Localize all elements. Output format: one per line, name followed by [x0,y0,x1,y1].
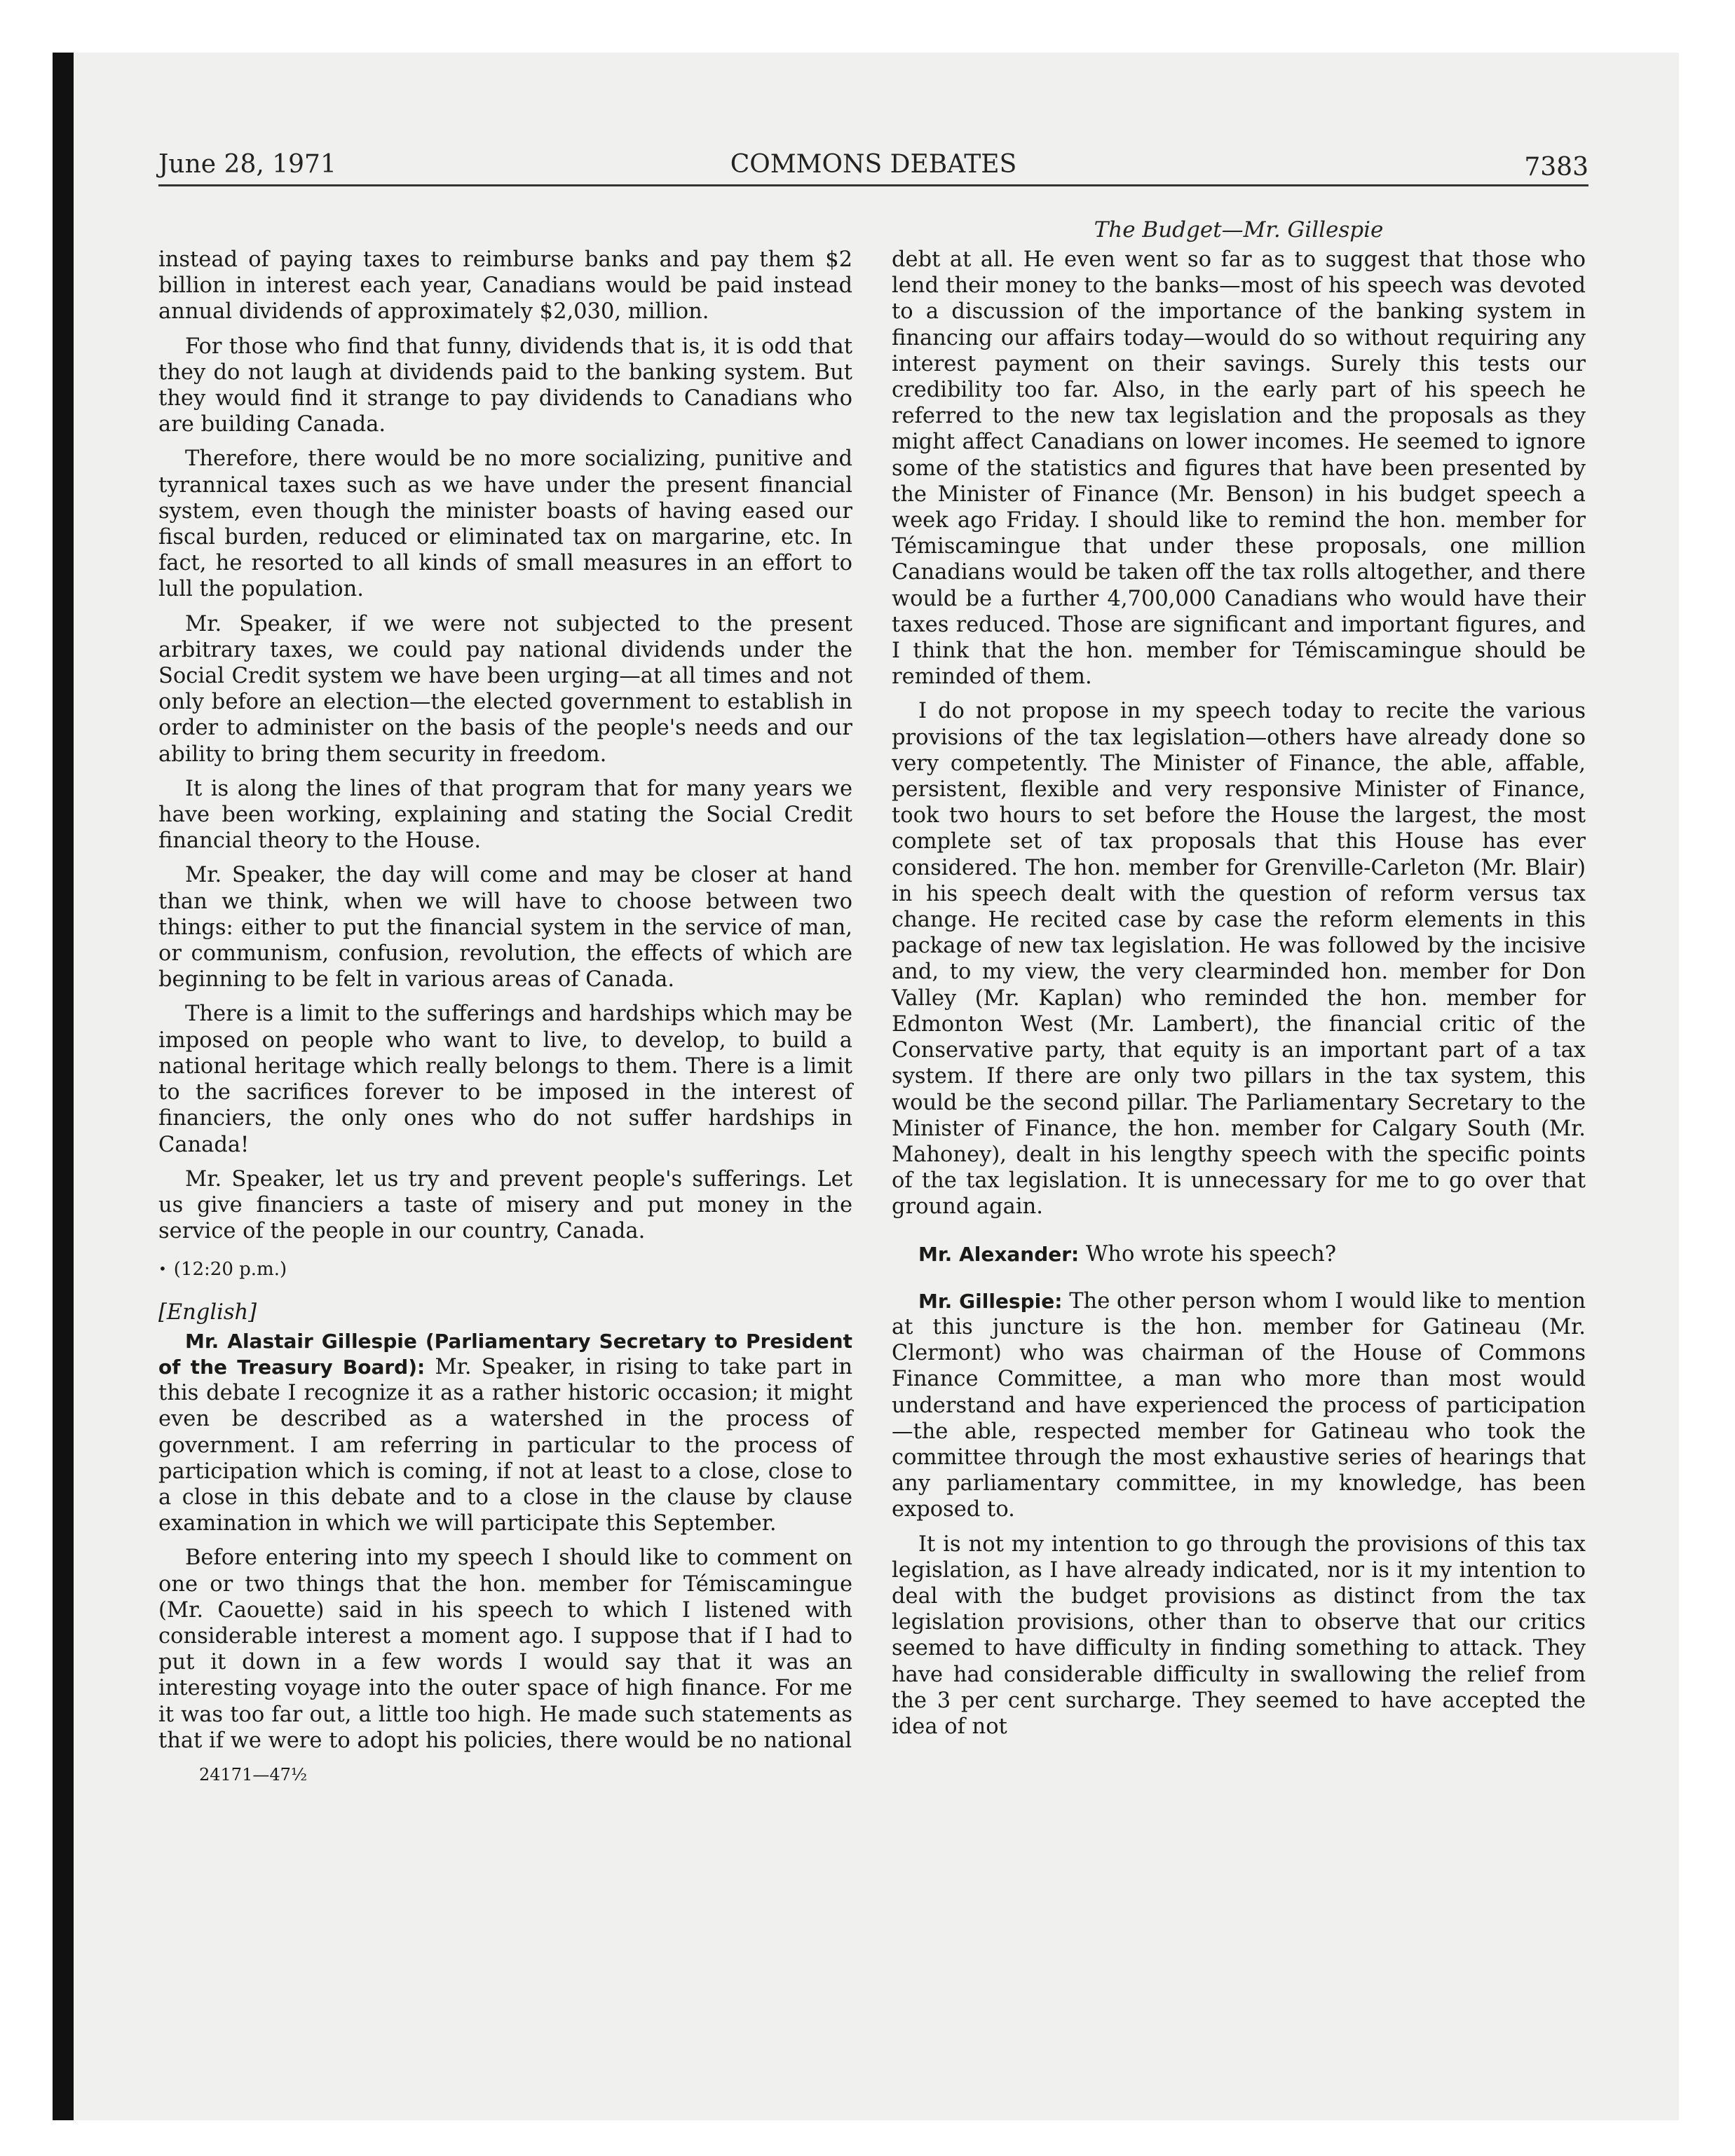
speaker-name: Mr. Alastair Gillespie (Parliamentary Secretary to President of the Treasury Board): [158,1329,852,1379]
paragraph: Therefore, there would be no more socializing, punitive and tyrannical taxes such as we have under the present financial system, even though the minister boasts of having eased our fiscal burden, reduced or eliminated tax on margarine, etc. In fact, he resorted to all kinds of small measures in an effort to lull the population. [158,446,852,602]
paragraph: Mr. Speaker, if we were not subjected to the present arbitrary taxes, we could pay national dividends under the Social Credit system we have been urging—at all times and not only before an election—the elected government to establish in order to administer on the basis of the people's needs and our ability to bring them security in freedom. [158,611,852,767]
speech-text: Mr. Speaker, in rising to take part in this debate I recognize it as a rather historic occasion; it might even be described as a watershed in the process of government. I am referring in particular to the process of participation which is coming, if not at least to a close, close to a close in this debate and to a close in the clause by clause examination in which we will participate this September. [158,1354,853,1536]
header-date: June 28, 1971 [158,150,336,179]
section-label: [English] [158,1299,257,1325]
scan-edge [53,53,74,2120]
paragraph: There is a limit to the sufferings and hardships which may be imposed on people who want to live, to develop, to build a national heritage which really belongs to them. There is a limit to the sacrifices forever to be imposed in the interest of financiers, the only ones who do not suffer hardships in Canada! [158,1002,852,1157]
paragraph: Mr. Speaker, the day will come and may be closer at hand than we think, when we will have to choose between two things: either to put the financial system in the service of man, or communism, confusion, revolution, the effects of which are beginning to be felt in various areas of Canada. [158,863,852,992]
speech-paragraph [892,1241,1586,1267]
speaker-name: Mr. Gillespie: [918,1289,1063,1313]
header-page-number: 7383 [1524,153,1588,182]
page-header [158,150,1588,185]
timestamp-text: (12:20 p.m.) [173,1259,287,1281]
paragraph: For those who find that funny, dividends that is, it is odd that they do not laugh at dividends paid to the banking system. But they would find it strange to pay dividends to Canadians who are building Canada. [158,334,852,437]
speech-paragraph [892,1288,1586,1523]
bullet-icon: • [158,1260,167,1278]
footnote: 24171—47½ [199,1764,308,1785]
speech-text: The other person whom I would like to mention at this juncture is the hon. member for Gatineau (Mr. Clermont) who was chairman of the House of Commons Finance Committee, a man who more than most would understand and have experienced the process of participation—the able, respected member for Gatineau who took the committee through the most exhaustive series of hearings that any parliamentary committee, in my knowledge, has been exposed to. [892,1288,1586,1522]
paragraph: It is along the lines of that program that for many years we have been working, explaining and stating the Social Credit financial theory to the House. [158,776,852,854]
paragraph: Before entering into my speech I should like to comment on one or two things that the hon. member for Témiscamingue (Mr. Caouette) said in his speech to which I listened with considerable interest a moment ago. I suppose that if I had to put it down in a few words I would say that it was an interesting voyage into the outer space of high finance. For me it was too far out, a little too high. He made such statements as that if we were to adopt his policies, there would be no national [158,1546,852,1753]
paragraph: I do not propose in my speech today to recite the various provisions of the tax legislation—others have already done so very competently. The Minister of Finance, the able, affable, persistent, flexible and very responsive Minister of Finance, took two hours to set before the House the largest, the most complete set of tax proposals that this House has ever considered. The hon. member for Grenville-Carleton (Mr. Blair) in his speech dealt with the question of reform versus tax change. He recited case by case the reform elements in this package of new tax legislation. He was followed by the incisive and, to my view, the very clearminded hon. member for Don Valley (Mr. Kaplan) who reminded the hon. member for Edmonton West (Mr. Lambert), the financial critic of the Conservative party, that equity is an important part of a tax system. If there are only two pillars in the tax system, this would be the second pillar. The Parliamentary Secretary to the Minister of Finance, the hon. member for Calgary South (Mr. Mahoney), dealt in his lengthy speech with the specific points of the tax legislation. It is unnecessary for me to go over that ground again. [892,699,1586,1220]
paragraph: instead of paying taxes to reimburse banks and pay them $2 billion in interest each year, Canadians would be paid instead annual dividends of approximately $2,030, million. [158,247,852,325]
paragraph: debt at all. He even went so far as to suggest that those who lend their money to the banks—most of his speech was devoted to a discussion of the importance of the banking system in financing our affairs today—would do so without requiring any interest payment on their savings. Surely this tests our credibility too far. Also, in the early part of his speech he referred to the new tax legislation and the proposals as they might affect Canadians on lower incomes. He seemed to ignore some of the statistics and figures that have been presented by the Minister of Finance (Mr. Benson) in his budget speech a week ago Friday. I should like to remind the hon. member for Témiscamingue that under these proposals, one million Canadians would be taken off the tax rolls altogether, and there would be a further 4,700,000 Canadians who would have their taxes reduced. Those are significant and important figures, and I think that the hon. member for Témiscamingue should be reminded of them. [892,247,1586,690]
header-rule [158,184,1588,186]
paragraph: It is not my intention to go through the provisions of this tax legislation, as I have already indicated, nor is it my intention to deal with the budget provisions as distinct from the tax legislation provisions, other than to observe that our critics seemed to have difficulty in finding something to attack. They have had considerable difficulty in swallowing the relief from the 3 per cent surcharge. They seemed to have accepted the idea of not [892,1531,1586,1739]
header-publication: COMMONS DEBATES [730,150,1017,179]
timestamp [158,1257,852,1283]
speaker-name: Mr. Alexander: [918,1242,1080,1266]
running-head: The Budget—Mr. Gillespie [1094,217,1384,243]
left-column [158,247,852,1788]
speech-text: Who wrote his speech? [1085,1241,1337,1267]
speech-paragraph [158,1328,852,1537]
right-column [892,247,1586,1748]
paragraph: Mr. Speaker, let us try and prevent people's sufferings. Let us give financiers a taste of misery and put money in the service of the people in our country, Canada. [158,1166,852,1244]
